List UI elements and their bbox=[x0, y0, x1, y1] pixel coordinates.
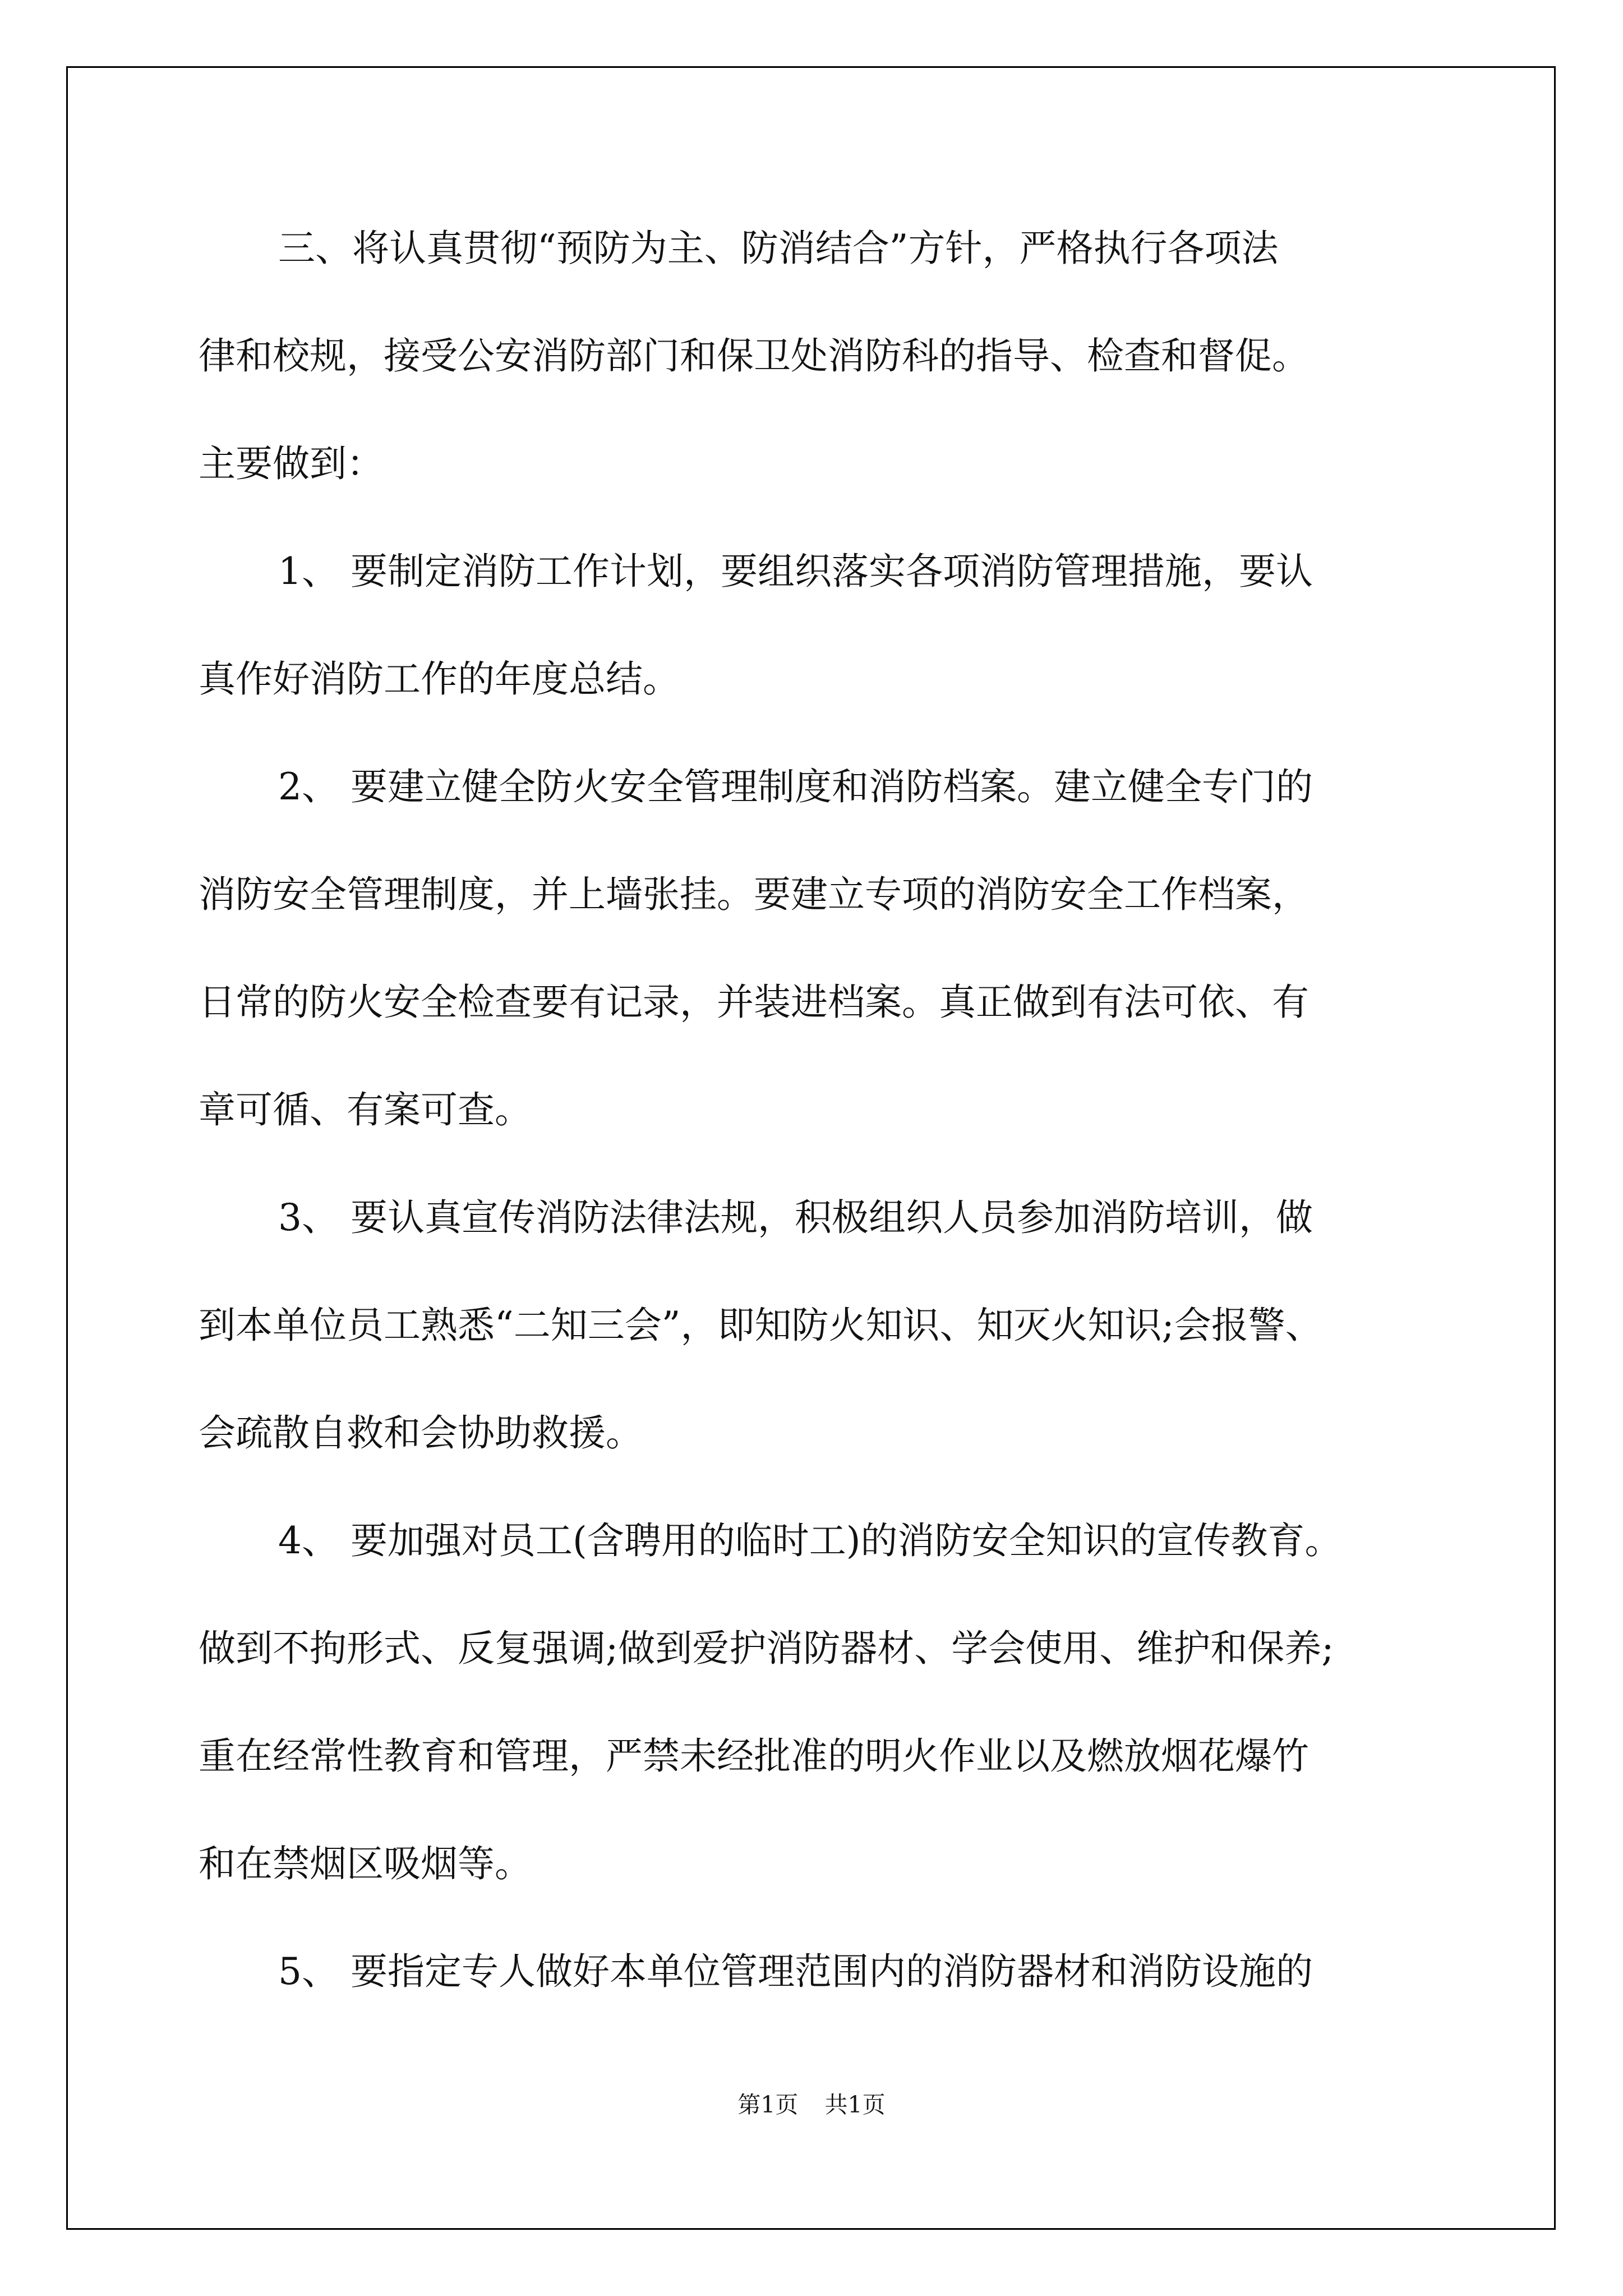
text-line: 和在禁烟区吸烟等。 bbox=[199, 1842, 532, 1885]
text-line: 4、 要加强对员工(含聘用的临时工)的消防安全知识的宣传教育。 bbox=[278, 1519, 1342, 1562]
text-line: 主要做到： bbox=[199, 442, 384, 485]
text-line: 律和校规，接受公安消防部门和保卫处消防科的指导、检查和督促。 bbox=[199, 334, 1309, 378]
text-line: 消防安全管理制度，并上墙张挂。要建立专项的消防安全工作档案， bbox=[199, 873, 1309, 916]
text-line: 章可循、有案可查。 bbox=[199, 1088, 532, 1131]
text-line: 日常的防火安全检查要有记录，并装进档案。真正做到有法可依、有 bbox=[199, 981, 1309, 1024]
page-number: 第1页 bbox=[737, 2091, 799, 2118]
text-line: 1、 要制定消防工作计划，要组织落实各项消防管理措施，要认 bbox=[278, 550, 1313, 593]
page-border bbox=[66, 66, 1556, 2230]
text-line: 会疏散自救和会协助救援。 bbox=[199, 1411, 643, 1455]
text-line: 真作好消防工作的年度总结。 bbox=[199, 657, 680, 701]
text-line: 重在经常性教育和管理，严禁未经批准的明火作业以及燃放烟花爆竹 bbox=[199, 1734, 1309, 1778]
page-total: 共1页 bbox=[824, 2091, 886, 2118]
text-line: 到本单位员工熟悉“二知三会”，即知防火知识、知灭火知识;会报警、 bbox=[199, 1304, 1322, 1347]
text-line: 5、 要指定专人做好本单位管理范围内的消防器材和消防设施的 bbox=[278, 1950, 1313, 1993]
text-line: 2、 要建立健全防火安全管理制度和消防档案。建立健全专门的 bbox=[278, 765, 1313, 808]
text-line: 三、将认真贯彻“预防为主、防消结合”方针，严格执行各项法 bbox=[278, 227, 1279, 270]
text-line: 做到不拘形式、反复强调;做到爱护消防器材、学会使用、维护和保养; bbox=[199, 1627, 1334, 1670]
text-line: 3、 要认真宣传消防法律法规，积极组织人员参加消防培训，做 bbox=[278, 1196, 1313, 1239]
page-footer bbox=[0, 2091, 1623, 2119]
